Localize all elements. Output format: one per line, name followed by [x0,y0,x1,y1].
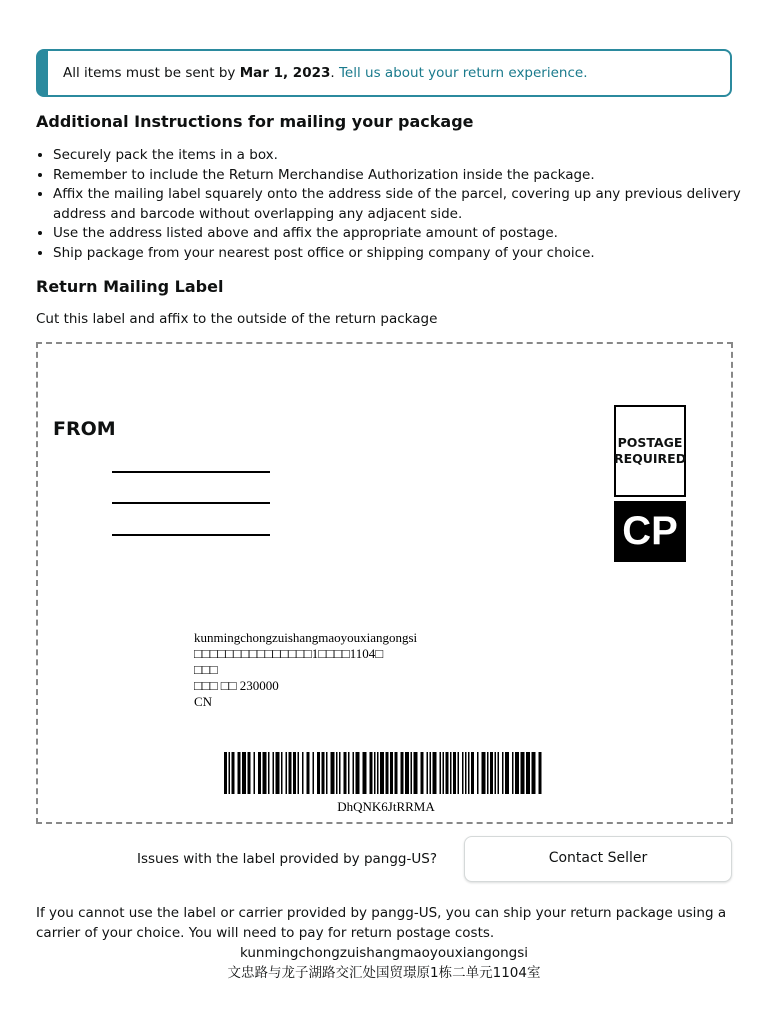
barcode-bar [377,752,379,794]
barcode-bar [471,752,474,794]
barcode-bar [386,752,389,794]
postage-line1: POSTAGE [617,435,683,450]
barcode-bar [276,752,280,794]
barcode-bar [248,752,251,794]
list-item: • Securely pack the items in a box. [53,146,753,166]
barcode-bar [468,752,470,794]
barcode-bar [356,752,360,794]
from-address-line [112,502,270,504]
barcode-bar [482,752,486,794]
list-item: • Use the address listed above and affix the appropriate amount of postage. [53,224,753,244]
instructions-title: Additional Instructions for mailing your package [36,112,474,131]
barcode-bar [331,752,335,794]
barcode-bar [487,752,489,794]
barcode-bar [258,752,261,794]
barcode-bar [440,752,442,794]
from-address-line [112,534,270,536]
address-line: CN [194,694,213,709]
barcode-bar [512,752,514,794]
barcode-bar [446,752,449,794]
barcode-bar [390,752,393,794]
contact-seller-button[interactable]: Contact Seller [464,836,732,882]
alert-date: Mar 1, 2023 [239,65,331,81]
address-line: □□□ [194,662,218,677]
barcode-bar [293,752,296,794]
feedback-link[interactable]: Tell us about your return experience. [338,65,588,81]
barcode-bar [443,752,445,794]
barcode-bar [273,752,275,794]
barcode-bar [427,752,429,794]
barcode-bar [521,752,525,794]
barcode-bar [462,752,464,794]
barcode-bar [302,752,304,794]
barcode-bar [322,752,325,794]
barcode-bar [395,752,398,794]
list-item: • Ship package from your nearest post office or shipping company of your choice. [53,244,753,264]
return-address [0,943,768,983]
barcode [224,752,548,794]
barcode-bar [450,752,452,794]
return-address-line: 文忠路与龙子湖路交汇处国贸璟原1栋二单元1104室 [227,965,541,981]
barcode-bar [526,752,530,794]
barcode-bar [515,752,519,794]
barcode-bar [348,752,350,794]
list-item: • Affix the mailing label squarely onto the address side of the parcel, covering up any previous delivery address and barcode without overlapping any adjacent side. [53,185,753,224]
barcode-bar [495,752,497,794]
barcode-bar [532,752,536,794]
return-deadline-alert [36,49,732,97]
barcode-bar [374,752,376,794]
label-issues-text: Issues with the label provided by pangg-US? [137,851,437,867]
from-address-line [112,471,270,473]
barcode-bar [298,752,300,794]
address-line: □□□□□□□□□□□□□□□1□□□□1104□ [194,646,384,661]
barcode-bar [505,752,509,794]
barcode-bar [238,752,241,794]
address-line: □□□ □□ 230000 [194,678,279,693]
barcode-bar [313,752,315,794]
postage-required-box [614,405,686,497]
barcode-bar [370,752,373,794]
barcode-bar [344,752,347,794]
barcode-bar [268,752,270,794]
barcode-bar [465,752,467,794]
from-label: FROM [53,418,116,440]
barcode-bar [414,752,418,794]
barcode-bar [453,752,456,794]
barcode-text: DhQNK6JtRRMA [337,799,435,814]
recipient-address [194,630,417,710]
barcode-bar [224,752,227,794]
alert-text [63,65,588,81]
alert-suffix: . [330,65,339,81]
alternate-carrier-note: If you cannot use the label or carrier provided by pangg-US, you can ship your return package using a carrier of your choice. You will need to pay for return postage costs. [36,905,727,941]
barcode-bar [326,752,328,794]
barcode-bar [539,752,542,794]
barcode-bar [289,752,292,794]
barcode-bar [281,752,283,794]
barcode-bar [286,752,288,794]
barcode-bar [336,752,338,794]
barcode-bar [242,752,246,794]
instructions-list [36,146,753,263]
cp-mark: CP [614,501,686,562]
address-line: kunmingchongzuishangmaoyouxiangongsi [194,630,418,645]
mailing-label-title: Return Mailing Label [36,277,224,296]
barcode-bar [421,752,424,794]
barcode-bar [363,752,367,794]
barcode-bar [307,752,310,794]
return-address-line: kunmingchongzuishangmaoyouxiangongsi [239,945,529,961]
barcode-bar [254,752,256,794]
barcode-bar [380,752,384,794]
barcode-bar [401,752,404,794]
mailing-label [36,342,733,824]
barcode-bar [433,752,437,794]
barcode-bar [498,752,500,794]
postage-line2: REQUIRED [613,451,687,466]
barcode-bar [317,752,320,794]
barcode-bar [490,752,493,794]
barcode-bar [339,752,341,794]
mailing-label-subtitle: Cut this label and affix to the outside of the return package [36,311,438,327]
barcode-bar [263,752,267,794]
barcode-bar [477,752,479,794]
barcode-bar [405,752,409,794]
list-item: • Remember to include the Return Merchandise Authorization inside the package. [53,166,753,186]
barcode-bar [232,752,235,794]
alert-prefix: All items must be sent by [63,65,240,81]
barcode-bar [229,752,231,794]
barcode-bar [458,752,460,794]
barcode-bar [430,752,432,794]
barcode-bar [411,752,413,794]
barcode-bar [353,752,355,794]
barcode-bar [502,752,504,794]
